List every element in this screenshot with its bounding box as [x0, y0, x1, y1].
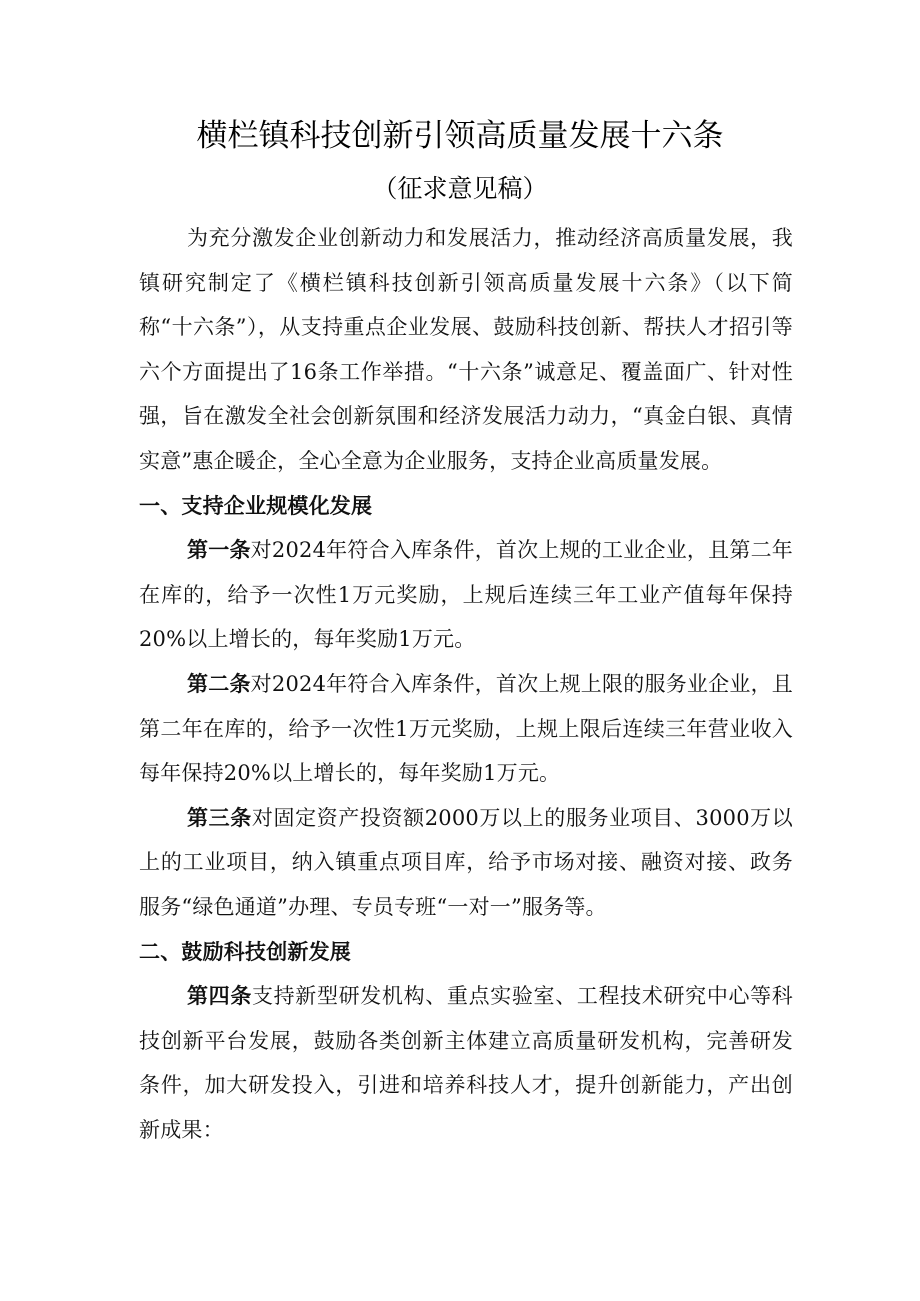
intro-paragraph: 为充分激发企业创新动力和发展活力，推动经济高质量发展，我镇研究制定了《横栏镇科技创新引领高质量发展十六条》（以下简称“十六条”），从支持重点企业发展、鼓励科技创新、帮扶人才招引等六个方面提出了16条工作举措。“十六条”诚意足、覆盖面广、针对性强，旨在激发全社会创新氛围和经济发展活力动力，“真金白银、真情实意”惠企暖企，全心全意为企业服务，支持企业高质量发展。 — [139, 226, 793, 473]
document-subtitle: （征求意见稿） — [372, 174, 548, 203]
section-heading-2: 二、鼓励科技创新发展 — [139, 939, 351, 964]
clause-text: 对2024年符合入库条件，首次上规的工业企业，且第二年在库的，给予一次性1万元奖励，上规后连续三年工业产值每年保持20%以上增长的，每年奖励1万元。 — [139, 538, 793, 652]
clause-text: 支持新型研发机构、重点实验室、工程技术研究中心等科技创新平台发展，鼓励各类创新主体建立高质量研发机构，完善研发条件，加大研发投入，引进和培养科技人才，提升创新能力，产出创新成果： — [139, 984, 793, 1142]
clause-label: 第四条 — [187, 984, 252, 1009]
clause-text: 对固定资产投资额2000万以上的服务业项目、3000万以上的工业项目，纳入镇重点项目库，给予市场对接、融资对接、政务服务“绿色通道”办理、专员专班“一对一”服务等。 — [139, 805, 793, 919]
clause-label: 第一条 — [187, 538, 251, 563]
clause-2 — [139, 662, 793, 796]
clause-label: 第三条 — [187, 805, 252, 830]
clause-3 — [139, 796, 793, 930]
clause-label: 第二条 — [187, 671, 251, 696]
clause-text: 对2024年符合入库条件，首次上规上限的服务业企业，且第二年在库的，给予一次性1万元奖励，上规上限后连续三年营业收入每年保持20%以上增长的，每年奖励1万元。 — [139, 671, 793, 786]
clause-1 — [139, 528, 793, 662]
document-body — [139, 216, 793, 1152]
clause-4 — [139, 974, 793, 1152]
document-title: 横栏镇科技创新引领高质量发展十六条 — [196, 118, 724, 154]
section-heading-1: 一、支持企业规模化发展 — [139, 493, 373, 518]
